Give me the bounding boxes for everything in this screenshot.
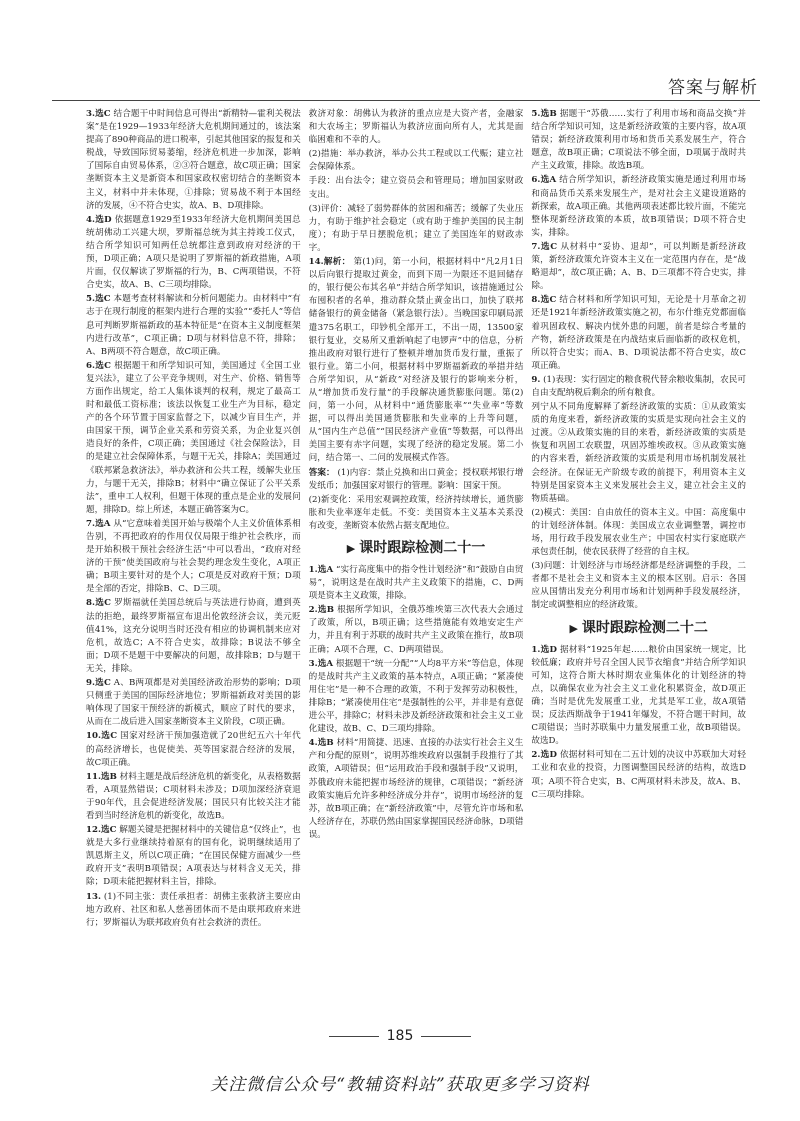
answer-item	[309, 604, 524, 656]
answer-number: 答案：	[308, 467, 335, 478]
answer-item	[531, 560, 746, 612]
answer-text: 材料“用简捷、迅速、直接的办法实行社会主义生产和分配的原则”，说明苏维埃政府以强制手段推行了其政策，A项错误；但“运用政治手段和强制手段”又说明，苏俄政府未能把握市场经济的规律，C项错误；“新经济政策实施后允许多种经济成分并存”，说明市场经济的复苏，故B项正确；在“新经济政策”中，尽管允许市场和私人经济存在，苏联仍然由国家掌握国民经济命脉，D项错误。	[308, 738, 524, 840]
answer-text: 从“它意味着美国开始与极端个人主义价值体系相告别，不再把政府的作用仅仅局限于维护社会秩序，而是开始积极干预社会经济生活”中可以看出，“政府对经济的干预”使美国政府与社会契约理念发生变化，A项正确；B项主要针对的是个人；C项是反对政府干预；D项是全部的否定，排除B、C、D三项。	[86, 518, 301, 595]
answer-item	[309, 256, 524, 466]
answer-item	[86, 730, 301, 769]
answer-item	[86, 891, 301, 930]
answer-text: 从材料中“妥协、退却”，可以判断是新经济政策，新经济政策允许资本主义在一定范围内存在，是“战略退却”，故C项正确；A、B、D三项都不符合史实，排除。	[531, 241, 747, 292]
answer-text: (3)评价：减轻了弱势群体的贫困和痛苦；缓解了失业压力，有助于维护社会稳定（或有助于维护美国的民主制度）；有助于早日摆脱危机；建立了美国连年的财政赤字。	[308, 203, 524, 253]
answer-item	[86, 108, 301, 213]
answer-text: (2)措施：举办救济，举办公共工程或以工代赈；建立社会保障体系。	[308, 149, 524, 173]
answer-number: 1.选A	[308, 565, 334, 575]
answer-number: 8.选C	[531, 295, 557, 306]
answer-number: 3.选A	[308, 658, 334, 669]
footer-note: 关注微信公众号“教辅资料站”获取更多学习资料	[210, 1075, 590, 1095]
header-title: 答案与解析	[668, 78, 758, 98]
answer-number: 3.选C	[86, 109, 111, 119]
answer-text: “实行高度集中的指令性计划经济”和“鼓励自由贸易”，说明这是在战时共产主义政策下的措施，C、D两项是资本主义政策，排除。	[308, 565, 524, 602]
answer-item	[309, 467, 524, 493]
answer-text: 结合材料和所学知识可知，无论是十月革命之初还是1921年新经济政策实施之初，布尔什维克党都面临着巩固政权、解决内忧外患的问题，前者是综合考量的产物，新经济政策是在内战结束后面临新的政权危机，所以符合史实；而A、B、D项说法都不符合史实，故C项正确。	[531, 295, 747, 371]
answer-item	[531, 294, 746, 373]
answer-item	[309, 564, 524, 603]
answer-item	[531, 507, 746, 559]
page-number: 185	[0, 1028, 800, 1044]
answer-text: 罗斯福就任美国总统后与英法进行协商，遭到英法的拒绝，最终罗斯福宣布退出伦敦经济会议，美元贬值41%，这充分说明当时还没有相应的协调机制来应对危机，故选C；A不符合史实，故排除；B说法不够全面；D项不是题干中要解决的问题，故排除B；D与题干无关，排除。	[86, 598, 301, 674]
answer-item	[309, 658, 524, 737]
answer-item	[86, 677, 301, 729]
answer-text: 据题干“苏俄……实行了利用市场和商品交换”并结合所学知识可知，这是新经济政策的主要内容，故A项错误；新经济政策利用市场和货币关系发展生产，符合题意，故B项正确；C项说法不够全面，D项属于战时共产主义政策，排除。故选B项。	[531, 109, 747, 172]
answer-item	[86, 360, 301, 517]
answer-item	[86, 293, 301, 358]
column-right	[531, 108, 746, 1018]
answer-text: 列宁从不同角度解释了新经济政策的实质：①从政策实质的角度来看，新经济政策的实质是实现向社会主义的过渡。②从政策实施的目的来看，新经济政策的实质是恢复和巩固工农联盟，巩固苏维埃政权。③从政策实施的内容来看，新经济政策的实质是利用市场机制发展社会经济。在保证无产阶级专政的前提下，利用资本主义特别是国家资本主义来发展社会主义，建立社会主义的物质基础。	[531, 402, 747, 504]
answer-text: A、B两项都是对美国经济政治形势的影响；D项只侧重于美国的国际经济地位；罗斯福新政对美国的影响体现了国家干预经济的新模式，顺应了时代的要求，从而在二战后进入国家垄断资本主义阶段，C项正确。	[86, 678, 301, 728]
answer-item	[309, 737, 524, 842]
answer-item	[531, 241, 746, 293]
answer-item	[86, 824, 301, 889]
answer-number: 6.选A	[531, 175, 557, 186]
answer-text: 第(1)问，第一小问，根据材料中“凡2月1日以后向银行提取过黄金，而到下周一为限还不退回储存的，银行便公布其名单”并结合所学知识，该措施通过公布囤积者的名单，推动群众禁止黄金出口，加快了联邦储备银行的黄金储备（紧急银行法）。当晚国家印刷局派遣375名职工，印钞机全部开工，不出一周，13500家银行复业，交易所又重新响起了电锣声”中的信息，分析推出政府对银行进行了整顿并增加货币发行量，重振了银行业。第二小问，根据材料中罗斯福新政的举措并结合所学知识，从“新政”对经济及银行的影响来分析，从“增加货币发行量”的手段解决通货膨胀问题。第(2)问，第一小问，从材料中“通货膨胀率”“失业率”等数据，可以得出美国通货膨胀和失业率的上升等问题，从“国内生产总值”“国民经济产业值”等数据，可以得出美国主要有赤字问题，实现了经济的稳定发展。第二小问，结合第一、二问的发展模式作答。	[308, 257, 524, 464]
answer-number: 2.选B	[308, 605, 335, 616]
answer-text: 解题关键是把握材料中的关键信息“仅终止”，也就是大多行业继续持着原有的国有化，说明继续适用了凯恩斯主义，所以C项正确；“在国民保健方面减少一些政府开支”表明B项错误；A项表达与材料含义无关，排除；D项未能把握材料主旨，排除。	[86, 825, 301, 888]
answer-text: 结合题干中时间信息可得出“新精特—霍利关税法案”是在1929—1933年经济大危机期间通过的，该法案提高了890种商品的进口税率，引起其他国家的报复和关税战，导致国际贸易萎缩，经济危机进一步加深，影响了国际自由贸易体系，②③符合题意，故C项正确；国家垄断资本主义是新资本和国家政权密切结合的垄断资本主义，材料中并未体现，①排除；贸易战不利于本国经济的发展，④不符合史实，故A、B、D项排除。	[86, 109, 301, 211]
answer-number: 8.选C	[86, 598, 112, 609]
answer-columns	[86, 108, 746, 1018]
answer-number: 9.选C	[86, 678, 111, 689]
answer-text: 手段：出台法令；建立资员会和管理局；增加国家财政支出。	[308, 176, 524, 200]
answer-text: (2)模式：美国：自由放任的资本主义。中国：高度集中的计划经济体制。体现：美国成立农业调整署，调控市场，用行政手段发展农业生产；中国农村实行家庭联产承包责任制，使农民获得了经营的自主权。	[531, 507, 747, 558]
answer-item	[86, 597, 301, 676]
column-left	[86, 108, 301, 1018]
answer-text: 结合所学知识，新经济政策实施是通过利用市场和商品货币关系来发展生产，是对社会主义建设道路的新探索，故A项正确。其他两项表述都比较片面，不能完整体现新经济政策的本质，故B项错误；D项不符合史实，排除。	[531, 175, 747, 238]
answer-number: 1.选D	[531, 644, 557, 655]
answer-text: (1)表现：实行固定的粮食税代替余粮收集制，农民可自由支配纳税后剩余的所有粮食。	[531, 374, 747, 398]
answer-number: 5.选B	[531, 109, 557, 119]
answer-number: 5.选C	[86, 294, 111, 305]
answer-number: 2.选D	[531, 750, 557, 761]
answer-number: 10.选C	[86, 731, 118, 742]
column-middle	[309, 108, 524, 1018]
answer-number: 9.	[531, 374, 541, 385]
answer-item	[86, 518, 301, 597]
answer-item	[531, 749, 746, 801]
answer-text: 救济对象：胡佛认为救济的重点应是大资产者，金融家和大农场主；罗斯福认为救济应面向所有人，尤其是面临困难和不幸的人。	[308, 109, 524, 146]
answer-text: 本题考查材料解读和分析问题能力。由材料中“有志于在现行制度的框架内进行合理的实验”“委托人”等信息可判断罗斯福新政的基本特征是“在资本主义制度框架内进行改革”，C项正确；D项与材料信息不符，排除；A、B两项不符合题意，故C项正确。	[86, 294, 301, 357]
answer-item	[531, 108, 746, 173]
answer-number: 12.选C	[86, 825, 117, 836]
answer-item	[309, 148, 524, 174]
answer-text: 材料主题是战后经济危机的新变化，从表格数据看，A项显然错误；C项材料未涉及；D项加深经济衰退于90年代，且会促进经济发展；国民只有比较关注才能看到当时经济危机的新变化，故选B。	[86, 771, 301, 821]
answer-item	[309, 203, 524, 255]
answer-number: 13.	[86, 891, 101, 902]
answer-text: 根据题干“统一分配”“人均8平方米”等信息，体现的是战时共产主义政策的基本特点，A项正确；“紧凑使用住宅”是一种不合理的政策，不利于发挥劳动积极性，排除B；“紧凑使用住宅”是强制性的公平，并非是有意促进公平，排除C；材料未涉及新经济政策和社会主义工业化建设，故B、C、D三项均排除。	[308, 658, 524, 735]
answer-number: 7.选C	[531, 241, 558, 252]
answer-text: 根据题干和所学知识可知，美国通过《全国工业复兴法》，建立了公平竞争规则，对生产、价格、销售等方面作出规定，给工人集体谈判的权利，规定了最高工时和最低工资标准；该法以恢复工业生产为目标，稳定产的各个环节置于国家监督之下，以减少盲目生产，并由国家干预，调节企业关系和劳资关系，为企业复兴创造良好的条件，C项正确；美国通过《社会保险法》，目的是建立社会保障体系，与题干无关，排除A；美国通过《联邦紧急救济法》，举办救济和公共工程，缓解失业压力，与题干无关，排除B；材料中“确立保证了公平关系法”，重申工人权利，但题干体现的重点是企业的发展问题，排除D。综上所述，本题正确答案为C。	[86, 360, 301, 515]
answer-item	[531, 401, 746, 506]
answer-number: 7.选A	[86, 518, 111, 529]
answer-text: 国家对经济干预加强造就了20世纪五六十年代的高经济增长，也促使美、英等国家混合经济的发展，故C项正确。	[86, 731, 301, 768]
answer-number: 11.选B	[86, 771, 117, 782]
answer-item	[309, 108, 524, 147]
answer-number: 14.解析：	[308, 257, 351, 268]
answer-text: (2)新变化：采用宏观调控政策，经济持续增长，通货膨胀和失业率逐年走低。不变：美国资本主义基本关系没有改变，垄断资本依然占据支配地位。	[308, 494, 524, 531]
answer-number: 4.选D	[86, 214, 112, 225]
answer-item	[531, 374, 746, 400]
answer-text: 根据所学知识，全俄苏维埃第三次代表大会通过了政策，所以，B项正确；这些措施能有效地安定生产力，并且有利于苏联的战时共产主义政策在推行，故B项正确；A项不合理，C、D两项错误。	[308, 605, 524, 655]
answer-text: (1)不同主张：责任承担者：胡佛主张救济主要应由地方政府、社区和私人慈善团体而不是由联邦政府来进行；罗斯福认为联邦政府负有社会救济的责任。	[86, 891, 301, 928]
answer-item	[531, 644, 746, 749]
answer-item	[86, 771, 301, 823]
answer-text: 依据材料可知在二五计划的决议中苏联加大对轻工业和农业的投资，力图调整国民经济的结构，故选D项；A项不符合史实，B、C两项材料未涉及，故A、B、C三项均排除。	[531, 750, 747, 800]
answer-item	[531, 174, 746, 239]
answer-item	[309, 494, 524, 533]
answer-text: 据材料“1925年起……粮价由国家统一规定，比较低廉；政府并号召全国人民节衣缩食”并结合所学知识可知，这符合斯大林时期农业集体化的计划经济的特点，以确保农业为社会主义工业化积累资金，故D项正确；当时是优先发展重工业，尤其是军工业，故A项错误；反法西斯战争于1941年爆发，不符合题干时间，故C项错误；当时苏联集中力量发展重工业，故B项错误。故选D。	[531, 644, 747, 747]
answer-text: (1)内容：禁止兑换和出口黄金；授权联邦银行增发纸币；加强国家对银行的管理。影响：国家干预。	[308, 467, 524, 491]
header-rule	[52, 100, 760, 101]
answer-text: (3)问题：计划经济与市场经济都是经济调整的手段，二者都不是社会主义和资本主义的根本区别。启示：各国应从国情出发充分利用市场和计划两种手段发展经济，制定或调整相应的经济政策。	[531, 561, 747, 611]
answer-item	[309, 175, 524, 201]
section-heading: ▶ 课时跟踪检测二十一	[309, 539, 524, 558]
section-heading: ▶ 课时跟踪检测二十二	[531, 619, 746, 638]
answer-number: 6.选C	[86, 360, 112, 371]
answer-text: 依据题意1929至1933年经济大危机期间美国总统胡佛动工兴建大坝，罗斯福总统为其主持竣工仪式，结合所学知识可知两任总统都注意到政府对经济的干预，D项正确；A项只是说明了罗斯福的新政措施，A项片面，仅仅解读了罗斯福的行为，B、C两项错误，不符合史实，故A、B、C三项均排除。	[86, 214, 301, 291]
answer-item	[86, 214, 301, 293]
answer-number: 4.选B	[308, 738, 334, 749]
